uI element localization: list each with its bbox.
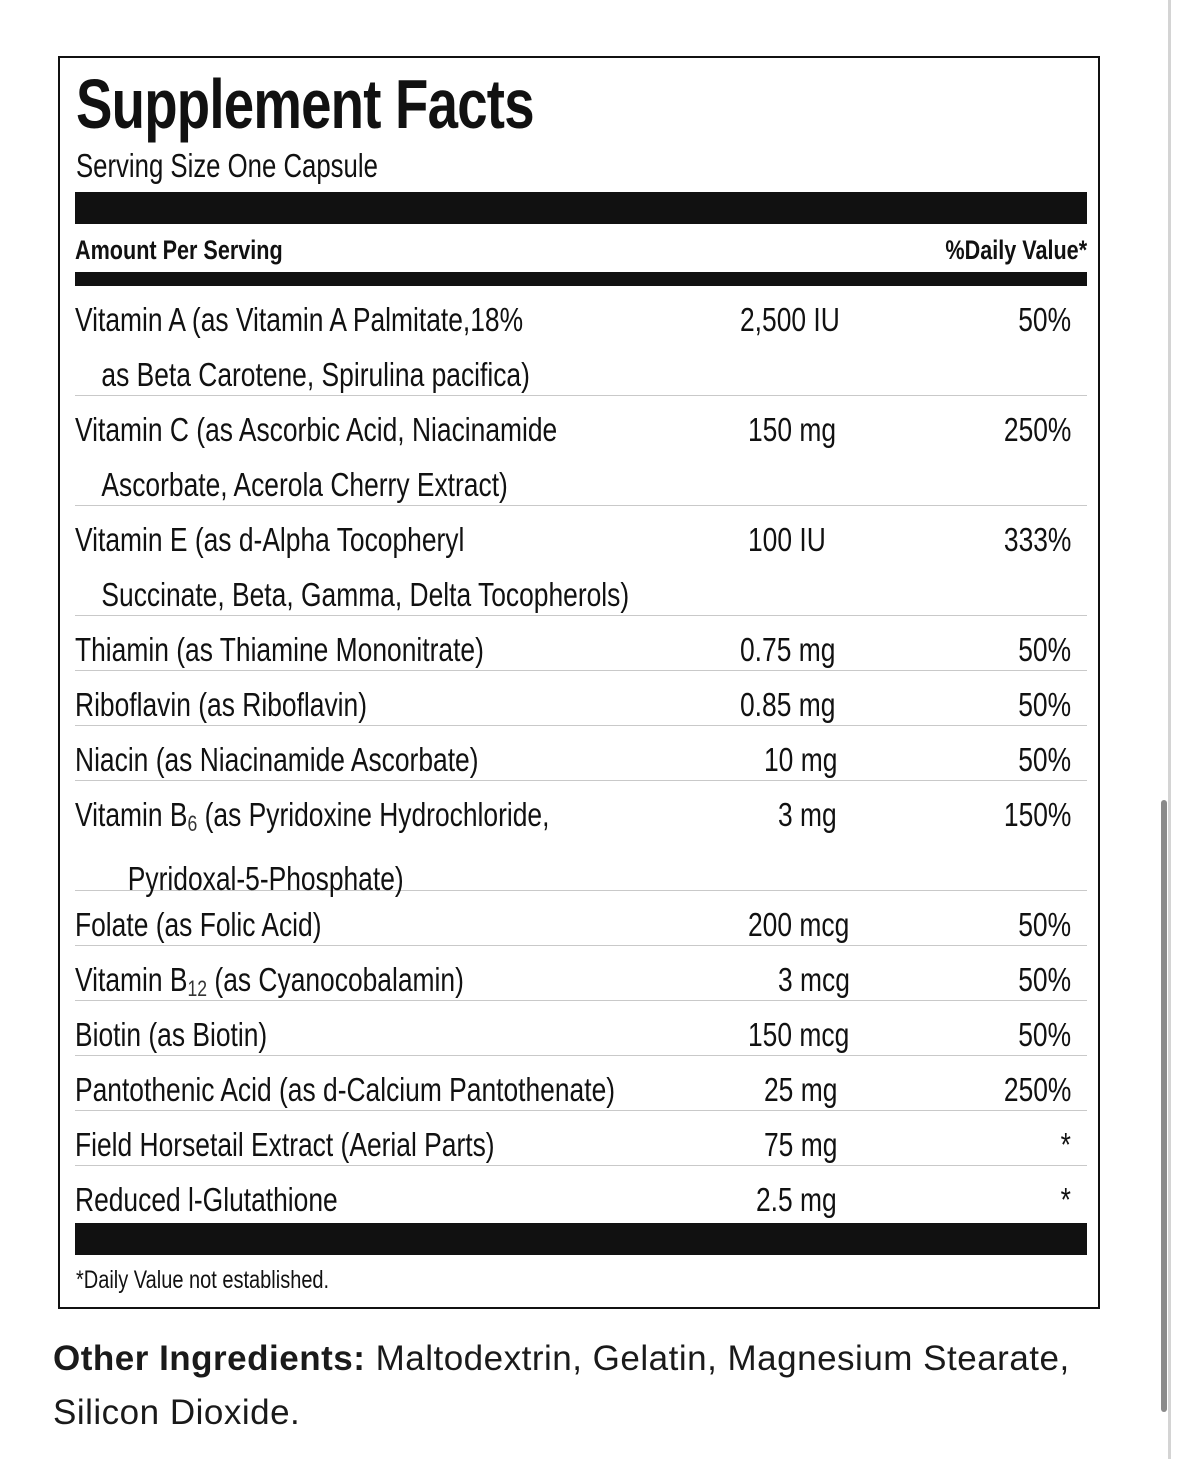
nutrient-daily-value: 50% <box>1018 961 1071 998</box>
footnote: *Daily Value not established. <box>76 1266 330 1294</box>
serving-size: Serving Size One Capsule <box>76 147 378 184</box>
table-row <box>75 1111 1087 1166</box>
table-row <box>75 1001 1087 1056</box>
table-row <box>75 1056 1087 1111</box>
nutrient-name: Folate (as Folic Acid) <box>75 906 322 943</box>
bottom-thick-bar <box>75 1223 1087 1255</box>
table-row <box>75 726 1087 781</box>
nutrient-amount: 2.5 mg <box>756 1181 837 1218</box>
amount-per-serving-header: Amount Per Serving <box>75 235 283 265</box>
nutrient-daily-value: * <box>1060 1181 1071 1218</box>
nutrient-amount: 75 mg <box>764 1126 838 1163</box>
daily-value-header: %Daily Value* <box>945 235 1087 265</box>
page-edge-divider <box>1168 0 1171 1459</box>
nutrient-daily-value: * <box>1060 1126 1071 1163</box>
panel-title: Supplement Facts <box>76 65 534 143</box>
nutrient-daily-value: 250% <box>1003 411 1071 448</box>
other-ingredients-text: Maltodextrin, Gelatin, Magnesium Stearate, Silicon Dioxide. <box>53 1339 1070 1432</box>
nutrient-amount: 25 mg <box>764 1071 838 1108</box>
nutrient-amount: 3 mg <box>778 796 837 833</box>
nutrient-name: Thiamin (as Thiamine Mononitrate) <box>75 631 484 668</box>
nutrient-name: Reduced l-Glutathione <box>75 1181 338 1218</box>
table-row <box>75 891 1087 946</box>
table-row <box>75 1166 1087 1221</box>
nutrient-daily-value: 50% <box>1018 741 1071 778</box>
nutrient-daily-value: 250% <box>1003 1071 1071 1108</box>
nutrient-amount: 150 mg <box>748 411 837 448</box>
nutrient-amount: 2,500 IU <box>740 301 840 338</box>
nutrient-daily-value: 150% <box>1003 796 1071 833</box>
scrollbar-thumb[interactable] <box>1161 800 1167 1412</box>
nutrient-name: Vitamin $B_6$ (as Pyridoxine Hydrochloride, Pyridoxal-5-Phosphate) <box>75 796 550 897</box>
nutrient-amount: 3 mcg <box>778 961 850 998</box>
other-ingredients-label: Other Ingredients: <box>53 1339 366 1378</box>
table-row <box>75 286 1087 396</box>
table-row <box>75 671 1087 726</box>
nutrient-name: Vitamin $B_{12}$ (as Cyanocobalamin) <box>75 961 464 1001</box>
nutrient-name: Field Horsetail Extract (Aerial Parts) <box>75 1126 495 1163</box>
table-row <box>75 946 1087 1001</box>
table-row <box>75 781 1087 897</box>
header-underline-bar <box>75 272 1087 286</box>
top-thick-bar <box>75 192 1087 224</box>
supplement-facts-panel <box>58 56 1100 1309</box>
nutrient-name: Vitamin C (as Ascorbic Acid, Niacinamide Ascorbate, Acerola Cherry Extract) <box>75 411 558 503</box>
nutrient-amount: 100 IU <box>748 521 826 558</box>
table-row <box>75 506 1087 616</box>
nutrient-daily-value: 50% <box>1018 906 1071 943</box>
nutrient-daily-value: 50% <box>1018 686 1071 723</box>
other-ingredients <box>53 1332 1113 1440</box>
nutrient-name: Riboflavin (as Riboflavin) <box>75 686 367 723</box>
nutrient-table <box>75 286 1087 1221</box>
nutrient-name: Pantothenic Acid (as d-Calcium Pantothenate) <box>75 1071 616 1108</box>
nutrient-daily-value: 50% <box>1018 1016 1071 1053</box>
nutrient-amount: 200 mcg <box>748 906 850 943</box>
table-row <box>75 616 1087 671</box>
nutrient-name: Biotin (as Biotin) <box>75 1016 268 1053</box>
nutrient-daily-value: 50% <box>1018 631 1071 668</box>
nutrient-name: Vitamin E (as d-Alpha Tocopheryl Succinate, Beta, Gamma, Delta Tocopherols) <box>75 521 630 613</box>
nutrient-daily-value: 333% <box>1003 521 1071 558</box>
column-header-row <box>75 228 1087 270</box>
nutrient-amount: 0.75 mg <box>740 631 836 668</box>
nutrient-daily-value: 50% <box>1018 301 1071 338</box>
nutrient-name: Vitamin A (as Vitamin A Palmitate,18% as Beta Carotene, Spirulina pacifica) <box>75 301 530 393</box>
nutrient-name: Niacin (as Niacinamide Ascorbate) <box>75 741 479 778</box>
nutrient-amount: 150 mcg <box>748 1016 850 1053</box>
nutrient-amount: 0.85 mg <box>740 686 836 723</box>
nutrient-amount: 10 mg <box>764 741 838 778</box>
table-row <box>75 396 1087 506</box>
